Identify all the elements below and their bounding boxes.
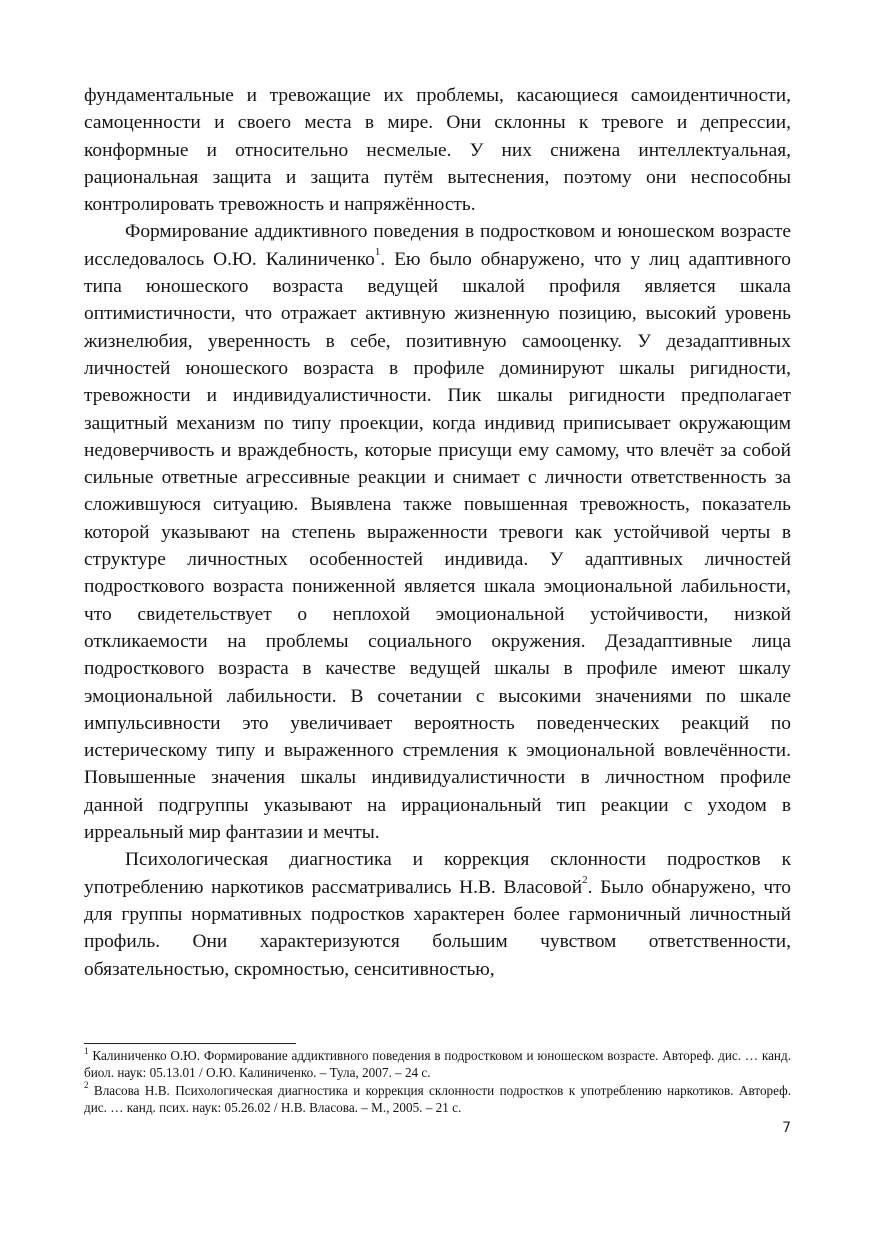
footnote-1-marker: 1 (84, 1045, 89, 1056)
paragraph-1: фундаментальные и тревожащие их проблемы, касающиеся самоидентичности, самоценности и своего места в мире. Они склонны к тревоге и депрессии, конформные и относительно несмелые. У них снижена интеллектуальная, рациональная защита и защита путём вытеснения, поэтому они неспособны контролировать тревожность и напряжённость. (84, 85, 791, 216)
footnote-separator (84, 1043, 296, 1044)
page-body (84, 82, 791, 983)
footnotes (84, 1047, 791, 1116)
paragraph-3-text-a: Психологическая диагностика и коррекция склонности подростков к употреблению наркотиков рассматривались Н.В. Власовой (84, 849, 791, 898)
footnote-ref-1[interactable]: 1 (374, 246, 381, 259)
paragraph-2-text-b: . Ею было обнаружено, что у лиц адаптивного типа юношеского возраста ведущей шкалой профиля является шкала оптимистичности, что отражает активную жизненную позицию, высокий уровень жизнелюбия, уверенность в себе, позитивную самооценку. У дезадаптивных личностей юношеского возраста в профиле доминируют шкалы ригидности, тревожности и индивидуалистичности. Пик шкалы ригидности предполагает защитный механизм по типу проекции, когда индивид приписывает окружающим недоверчивость и враждебность, которые присущи ему самому, что влечёт за собой сильные ответные агрессивные реакции и снимает с личности ответственность за сложившуюся ситуацию. Выявлена также повышенная тревожность, показатель которой указывают на степень выраженности тревоги как устойчивой черты в структуре личностных особенностей индивида. У адаптивных личностей подросткового возраста пониженной является шкала эмоциональной лабильности, что свидетельствует о неплохой эмоциональной устойчивости, низкой откликаемости на проблемы социального окружения. Дезадаптивные лица подросткового возраста в качестве ведущей шкалы в профиле имеют шкалу эмоциональной лабильности. В сочетании с высокими значениями по шкале импульсивности это увеличивает вероятность поведенческих реакций по истерическому типу и выраженного стремления к эмоциональной вовлечённости. Повышенные значения шкалы индивидуалистичности в личностном профиле данной подгруппы указывают на иррациональный тип реакции с уходом в ирреальный мир фантазии и мечты. (84, 248, 791, 844)
footnote-2-text: Власова Н.В. Психологическая диагностика и коррекция склонности подростков к употреблению наркотиков. Автореф. дис. … канд. псих. наук: 05.26.02 / Н.В. Власова. – М., 2005. – 21 с. (84, 1082, 791, 1115)
footnote-2-marker: 2 (84, 1080, 89, 1091)
footnote-1-text: Калиниченко О.Ю. Формирование аддиктивного поведения в подростковом и юношеском возрасте. Автореф. дис. … канд. биол. наук: 05.13.01 / О.Ю. Калиниченко. – Тула, 2007. – 24 с. (84, 1048, 791, 1081)
paragraph-3 (84, 846, 791, 982)
paragraph-3-text-b: . Было обнаружено, что для группы нормативных подростков характерен более гармоничный личностный профиль. Они характеризуются большим чувством ответственности, обязательностью, скромностью, сенситивностью, (84, 876, 792, 980)
footnote-1 (84, 1047, 791, 1082)
page-number: 7 (782, 1120, 791, 1136)
paragraph-2 (84, 218, 791, 846)
footnote-2 (84, 1082, 791, 1117)
paragraph-2-text-a: Формирование аддиктивного поведения в подростковом и юношеском возрасте исследовалось О.Ю. Калиниченко (84, 221, 791, 270)
footnote-ref-2[interactable]: 2 (582, 874, 588, 887)
